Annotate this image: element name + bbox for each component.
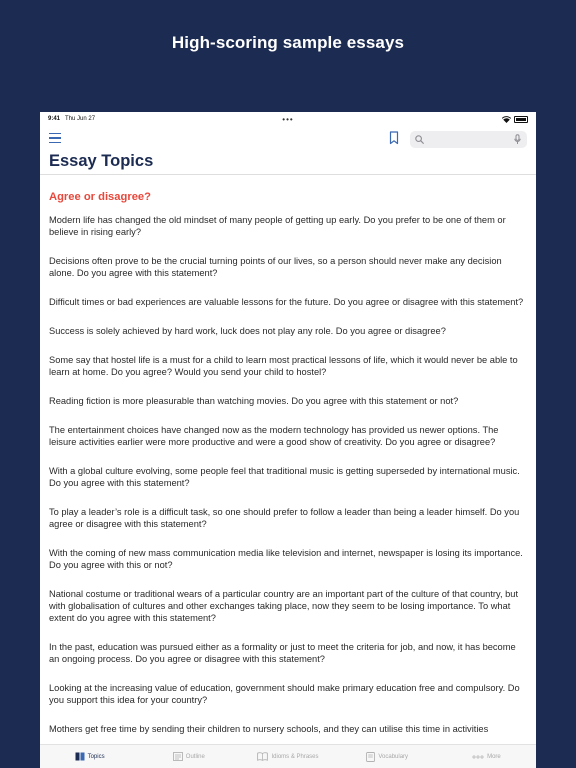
tab-idioms-phrases[interactable] <box>238 745 337 768</box>
tab-more[interactable] <box>437 745 536 768</box>
topic-item[interactable]: In the past, education was pursued either as a formality or just to meet the criteria for job, and now, it has become an ongoing process. Do you agree or disagree with this statement? <box>49 642 516 664</box>
battery-icon <box>514 116 528 123</box>
header-divider <box>40 174 536 175</box>
topic-item[interactable]: Decisions often prove to be the crucial turning points of our lives, so a person should never make any decision alone. Do you agree with this statement? <box>49 256 502 278</box>
hamburger-icon[interactable] <box>49 133 61 143</box>
more-icon <box>472 755 484 759</box>
topic-item[interactable]: Difficult times or bad experiences are valuable lessons for the future. Do you agree or disagree with this statement? <box>49 297 524 307</box>
topics-list[interactable] <box>49 184 526 744</box>
topic-item[interactable]: To play a leader’s role is a difficult task, so one should prefer to follow a leader than being a leader himself. Do you agree or disagree with this statement? <box>49 507 520 529</box>
search-bar[interactable] <box>410 131 527 148</box>
tab-outline[interactable] <box>139 745 238 768</box>
topic-item[interactable]: With a global culture evolving, some people feel that traditional music is getting superseded by international music. Do you agree with this statement? <box>49 466 520 488</box>
nav-bar <box>40 128 536 150</box>
tab-label: Topics <box>87 753 105 760</box>
tab-label: More <box>487 753 501 760</box>
topic-item[interactable]: Looking at the increasing value of education, government should make primary education free and compulsory. Do you support this idea for your country? <box>49 683 520 705</box>
book-icon <box>257 752 268 761</box>
topic-item[interactable]: Success is solely achieved by hard work, luck does not play any role. Do you agree or disagree? <box>49 326 446 336</box>
topic-item[interactable]: Reading fiction is more pleasurable than watching movies. Do you agree with this statement or not? <box>49 396 459 406</box>
section-title: Agree or disagree? <box>49 191 151 203</box>
topic-item[interactable]: With the coming of new mass communication media like television and internet, newspaper is losing its importance. Do you agree with this or not? <box>49 548 523 570</box>
topic-item[interactable]: Some say that hostel life is a must for a child to learn most practical lessons of life, which it would never be able to learn at home. Do you agree? Would you send your child to hostel? <box>49 355 518 377</box>
topic-item[interactable]: The entertainment choices have changed now as the modern technology has provided us newer options. The leisure activities earlier were more productive and were a good show of creativity. Do you agree or disagree? <box>49 425 499 447</box>
search-icon <box>415 135 424 144</box>
multitask-dots[interactable]: ••• <box>282 114 294 124</box>
topic-item[interactable]: Modern life has changed the old mindset of many people of getting up early. Do you prefer to be one of them or believe in rising early? <box>49 215 506 237</box>
app-window <box>40 112 536 768</box>
promo-headline: High-scoring sample essays <box>171 33 405 52</box>
tab-label: Vocabulary <box>378 753 409 760</box>
topic-item[interactable]: National costume or traditional wears of a particular country are an important part of the culture of that country, but with globalisation of cultures and other exchanges taking place, now they seem to be losing importance. To what extent do you agree with this statement? <box>49 589 519 623</box>
tab-bar <box>40 744 536 768</box>
outline-icon <box>173 752 183 761</box>
tab-label: Outline <box>185 753 205 760</box>
tab-topics[interactable] <box>40 745 139 768</box>
microphone-icon[interactable] <box>514 134 521 145</box>
bookmark-icon[interactable] <box>389 131 399 145</box>
status-time: 9:41 <box>48 116 61 122</box>
topic-item[interactable]: Mothers get free time by sending their children to nursery schools, and they can utilise this time in activities <box>49 724 489 734</box>
vocabulary-icon <box>366 752 375 762</box>
page-title: Essay Topics <box>49 152 154 170</box>
search-input[interactable] <box>410 131 527 148</box>
status-date: Thu Jun 27 <box>65 116 96 122</box>
topics-icon <box>75 752 85 761</box>
tab-label: Idioms & Phrases <box>271 753 319 760</box>
tab-vocabulary[interactable] <box>338 745 437 768</box>
status-bar <box>40 112 536 126</box>
